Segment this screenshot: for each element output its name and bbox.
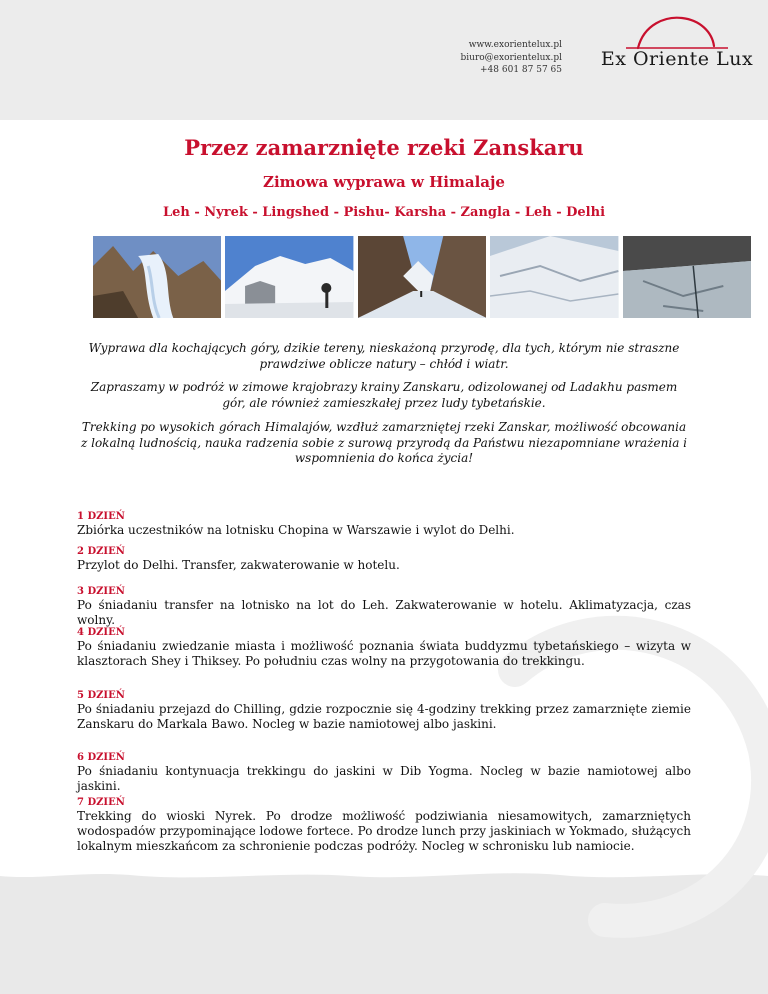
day-label: 3 DZIEŃ (77, 586, 125, 597)
intro-paragraph: Trekking po wysokich górach Himalajów, wzdłuż zamarzniętej rzeki Zanskar, możliwość obcowania z lokalną ludnością, nauka radzenia sobie z surową przyrodą da Państwu niezapomniane wrażenia i wspomnienia do końca życia! (80, 420, 688, 465)
day-label: 1 DZIEŃ (77, 511, 125, 522)
day-label: 4 DZIEŃ (77, 627, 125, 638)
day-description: Po śniadaniu przejazd do Chilling, gdzie rozpocznie się 4-godziny trekking przez zamarznięte ziemie Zanskaru do Markala Bawo. Nocleg w bazie namiotowej albo jaskini. (77, 702, 691, 731)
day-label: 5 DZIEŃ (77, 690, 125, 701)
day-description: Zbiórka uczestników na lotnisku Chopina w Warszawie i wylot do Delhi. (77, 523, 515, 537)
header-band-edge (0, 104, 768, 126)
snowy-valley-trek-photo (358, 236, 486, 318)
itinerary-day (77, 751, 691, 794)
itinerary-day (77, 796, 691, 854)
page-title: Przez zamarznięte rzeki Zanskaru (184, 135, 584, 160)
intro-paragraph: Zapraszamy w podróż w zimowe krajobrazy krainy Zanskaru, odizolowanej od Ladakhu pasmem gór, ale również zamieszkałej przez ludy tybetańskie. (90, 380, 678, 410)
intro-paragraph: Wyprawa dla kochających góry, dzikie tereny, nieskażoną przyrodę, dla tych, którym nie straszne prawdziwe oblicze natury – chłód i wiatr. (88, 341, 680, 371)
snow-slope-photo (490, 236, 618, 318)
itinerary-day (77, 545, 691, 573)
company-logo (596, 14, 758, 74)
day-description: Po śniadaniu zwiedzanie miasta i możliwość poznania świata buddyzmu tybetańskiego – wizyta w klasztorach Shey i Thiksey. Po południu czas wolny na przygotowania do trekkingu. (77, 639, 691, 668)
itinerary-day (77, 510, 691, 538)
day-description: Trekking do wioski Nyrek. Po drodze możliwość podziwiania niesamowitych, zamarzniętych wodospadów przypominające lodowe fortece. Po drodze lunch przy jaskiniach w Yokmado, służących lokalnym mieszkańcom za schronienie podczas podróży. Nocleg w schronisku lub namiocie. (77, 809, 691, 853)
itinerary-day (77, 585, 691, 628)
mountain-monastery-photo (225, 236, 353, 318)
contact-email[interactable]: biuro@exorientelux.pl (460, 52, 562, 63)
frozen-river-ice-photo (623, 236, 751, 318)
day-description: Przylot do Delhi. Transfer, zakwaterowanie w hotelu. (77, 558, 400, 572)
day-label: 6 DZIEŃ (77, 752, 125, 763)
itinerary-day (77, 626, 691, 669)
day-label: 2 DZIEŃ (77, 546, 125, 557)
contact-phone: +48 601 87 57 65 (480, 65, 562, 75)
logo-wordmark: Ex Oriente Lux (600, 48, 754, 70)
day-label: 7 DZIEŃ (77, 797, 125, 808)
day-description: Po śniadaniu kontynuacja trekkingu do jaskini w Dib Yogma. Nocleg w bazie namiotowej albo jaskini. (77, 764, 691, 793)
contact-website[interactable]: www.exorientelux.pl (468, 40, 562, 50)
day-description: Po śniadaniu transfer na lotnisko na lot do Leh. Zakwaterowanie w hotelu. Aklimatyzacja, czas wolny. (77, 598, 691, 627)
itinerary-day (77, 689, 691, 732)
photo-strip (93, 236, 751, 318)
contact-block (461, 39, 562, 77)
route-line: Leh - Nyrek - Lingshed - Pishu- Karsha - Zangla - Leh - Delhi (162, 205, 606, 220)
page-subtitle: Zimowa wyprawa w Himalaje (263, 173, 505, 191)
frozen-waterfall-photo (93, 236, 221, 318)
